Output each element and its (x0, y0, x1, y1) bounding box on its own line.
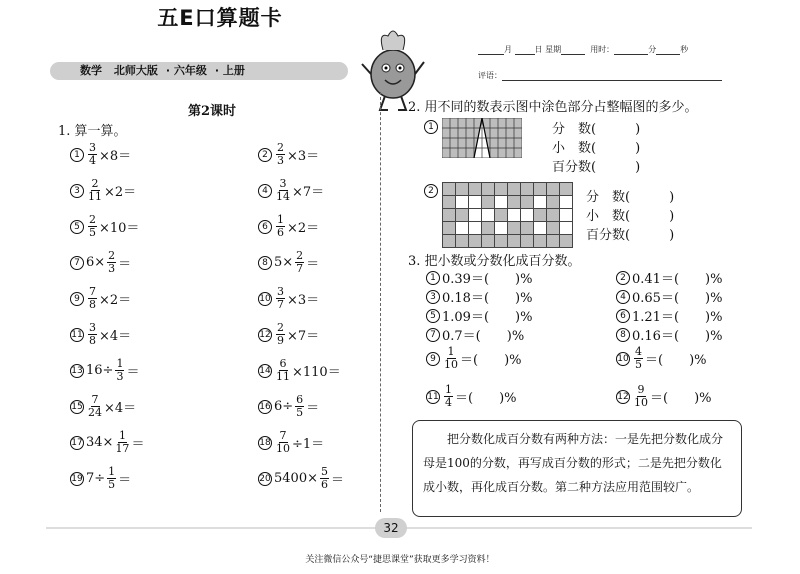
fraction-denominator: 10 (444, 358, 458, 371)
item-tail: ×4＝ (104, 401, 137, 416)
item-tail: ×8＝ (99, 149, 132, 164)
fraction-numerator: 7 (279, 429, 287, 442)
item-tail: ×2＝ (104, 185, 137, 200)
edition-label: 北师大版 (113, 64, 158, 77)
fraction (634, 384, 648, 409)
calc-item (258, 430, 324, 455)
column-divider (380, 92, 381, 512)
item-tail: ×10＝ (99, 221, 140, 236)
fraction (276, 286, 285, 311)
item-number: 11 (71, 329, 83, 340)
calc-item (258, 286, 319, 311)
calc-item (258, 358, 341, 383)
figure-1-fraction: 分 数( ) (552, 122, 641, 137)
fraction (115, 358, 124, 383)
convert-item (426, 306, 532, 325)
page-number: 32 (375, 518, 407, 538)
item-number: 10 (617, 353, 629, 364)
fraction-denominator: 6 (277, 226, 284, 239)
convert-item (616, 306, 722, 325)
item-tail: ×110＝ (292, 365, 341, 380)
item-tail: ＝ (131, 437, 145, 452)
item-text: 1.21＝( )% (632, 310, 723, 325)
fraction-numerator: 1 (445, 383, 452, 396)
item-text: 0.65＝( )% (632, 291, 723, 306)
item-number: 7 (426, 328, 440, 342)
item-text: ＝( )% (460, 353, 522, 368)
fraction (295, 250, 304, 275)
item-number: 8 (258, 256, 272, 270)
item-number: 16 (259, 401, 271, 412)
fraction-numerator: 2 (296, 249, 304, 262)
figure-1-percent: 百分数( ) (552, 160, 641, 175)
fraction (444, 346, 458, 371)
fraction-numerator: 1 (108, 465, 116, 478)
fraction-denominator: 3 (116, 370, 124, 383)
fraction-denominator: 5 (89, 226, 96, 239)
item-number: 12 (259, 329, 271, 340)
fraction (107, 250, 116, 275)
item-number: 8 (616, 328, 630, 342)
item-tail: ＝ (118, 473, 132, 488)
item-tail: ×3＝ (287, 293, 320, 308)
question-2-title: 2. 用不同的数表示图中涂色部分占整幅图的多少。 (408, 100, 698, 115)
calc-item (258, 394, 319, 419)
item-tail: ×7＝ (292, 185, 325, 200)
fraction-denominator: 11 (88, 190, 102, 203)
item-number: 20 (259, 473, 271, 484)
item-number: 6 (616, 309, 630, 323)
fraction-denominator: 5 (108, 478, 116, 491)
item-number: 6 (258, 220, 272, 234)
fraction (88, 178, 102, 203)
convert-item (426, 384, 517, 409)
fraction-numerator: 6 (279, 357, 287, 370)
figure-1-label: 1 (424, 116, 440, 135)
volume-label: 上册 (222, 64, 245, 77)
item-tail: ＝ (306, 257, 320, 272)
item-text: 1.09＝( )% (442, 310, 533, 325)
item-number: 1 (70, 148, 84, 162)
item-tail: ×2＝ (99, 293, 132, 308)
item-number: 13 (71, 365, 83, 376)
convert-item (616, 325, 722, 344)
item-text: 0.39＝( )% (442, 272, 533, 287)
fraction-numerator: 3 (89, 321, 96, 334)
item-prefix: 6× (86, 255, 106, 270)
book-info-bar: 数学 北师大版 · 六年级 · 上册 (50, 62, 348, 80)
convert-item (426, 346, 522, 371)
item-prefix: 16÷ (86, 363, 114, 378)
fraction-numerator: 9 (637, 383, 645, 396)
tip-box: 把分数化成百分数有两种方法：一是先把分数化成分母是100的分数，再写成百分数的形式；二是先把分数化成小数，再化成百分数。第二种方法应用范围较广。 (412, 420, 742, 517)
item-number: 14 (259, 365, 271, 376)
question-3-title: 3. 把小数或分数化成百分数。 (408, 254, 581, 269)
calc-item (70, 430, 144, 455)
fraction (320, 466, 329, 491)
figure-1-decimal: 小 数( ) (552, 141, 641, 156)
item-number: 2 (616, 271, 630, 285)
fraction-numerator: 2 (89, 213, 96, 226)
calc-item (70, 358, 139, 383)
convert-item (426, 325, 524, 344)
item-tail: ×2＝ (287, 221, 320, 236)
fraction-numerator: 3 (279, 177, 287, 190)
card-title: 五E口算题卡 (157, 6, 283, 30)
calc-item (70, 322, 131, 347)
fraction-denominator: 7 (277, 298, 284, 311)
item-number: 9 (426, 352, 440, 366)
calc-item (70, 466, 131, 491)
fraction-denominator: 14 (276, 190, 290, 203)
fraction-denominator: 10 (276, 442, 290, 455)
item-tail: ＝ (306, 401, 320, 416)
question-1-title: 1. 算一算。 (58, 124, 127, 139)
fraction (444, 384, 453, 409)
figure-2-fraction: 分 数( ) (586, 190, 675, 205)
item-number: 3 (426, 290, 440, 304)
fraction-denominator: 10 (634, 396, 648, 409)
item-number: 5 (70, 220, 84, 234)
calc-item (258, 250, 319, 275)
figure-2-grid (442, 182, 573, 248)
fraction-denominator: 8 (89, 334, 96, 347)
item-number: 12 (617, 391, 629, 402)
item-prefix: 5× (274, 255, 294, 270)
item-number: 18 (259, 437, 271, 448)
item-tail: ＝ (330, 473, 344, 488)
fraction (88, 142, 97, 167)
item-text: 0.7＝( )% (442, 329, 525, 344)
item-number: 4 (258, 184, 272, 198)
calc-item (70, 250, 131, 275)
item-number: 19 (71, 473, 83, 484)
item-number: 7 (70, 256, 84, 270)
figure-1-diagram (442, 118, 522, 158)
item-tail: ＝ (126, 365, 140, 380)
item-number: 10 (259, 293, 271, 304)
fraction-denominator: 6 (320, 478, 328, 491)
convert-item (426, 287, 532, 306)
fraction-numerator: 1 (277, 213, 284, 226)
convert-item (616, 346, 707, 371)
item-tail: ×4＝ (99, 329, 132, 344)
fraction-denominator: 11 (276, 370, 290, 383)
item-prefix: 34× (86, 435, 114, 450)
fraction (107, 466, 116, 491)
calc-item (258, 322, 319, 347)
fraction (634, 346, 643, 371)
calc-item (70, 214, 139, 239)
item-tail: ÷1＝ (292, 437, 325, 452)
fraction-numerator: 2 (277, 321, 284, 334)
fraction-numerator: 2 (277, 141, 284, 154)
calc-item (70, 178, 136, 203)
fraction (295, 394, 304, 419)
fraction (276, 358, 290, 383)
fraction-numerator: 1 (447, 345, 455, 358)
fraction (276, 322, 285, 347)
calc-item (70, 394, 136, 419)
date-line: 月 日 星期 用时： 分 秒 (478, 44, 688, 55)
fraction (276, 142, 285, 167)
fraction-denominator: 24 (88, 406, 102, 419)
fraction-denominator: 4 (89, 154, 96, 167)
item-prefix: 7÷ (86, 471, 106, 486)
fraction-denominator: 4 (445, 396, 452, 409)
fraction-numerator: 1 (118, 429, 126, 442)
fraction (276, 214, 285, 239)
fraction-numerator: 7 (91, 393, 99, 406)
calc-item (258, 466, 344, 491)
calc-item (70, 142, 131, 167)
lesson-title: 第2课时 (188, 104, 237, 119)
calc-item (258, 178, 324, 203)
fraction-numerator: 6 (296, 393, 304, 406)
item-tail: ＝ (118, 257, 132, 272)
item-number: 11 (427, 391, 439, 402)
item-text: 0.41＝( )% (632, 272, 723, 287)
fraction-denominator: 7 (296, 262, 304, 275)
comment-line: 评语： (478, 70, 722, 81)
fraction-numerator: 2 (91, 177, 99, 190)
item-number: 17 (71, 437, 83, 448)
fraction-numerator: 3 (89, 141, 96, 154)
item-number: 15 (71, 401, 83, 412)
fraction-denominator: 17 (115, 442, 130, 455)
fraction (88, 286, 97, 311)
fraction (115, 430, 129, 455)
figure-2-decimal: 小 数( ) (586, 209, 675, 224)
fraction-numerator: 5 (320, 465, 328, 478)
convert-item (616, 268, 722, 287)
item-number: 5 (426, 309, 440, 323)
convert-item (426, 268, 532, 287)
item-number: 1 (426, 271, 440, 285)
item-number: 9 (70, 292, 84, 306)
footer-text: 关注微信公众号“捷思课堂”获取更多学习资料！ (305, 555, 495, 565)
fraction (276, 178, 290, 203)
fraction-denominator: 5 (296, 406, 304, 419)
fraction-numerator: 3 (277, 285, 284, 298)
item-tail: ×7＝ (287, 329, 320, 344)
grade-label: 六年级 (173, 64, 207, 77)
fraction-denominator: 3 (277, 154, 284, 167)
convert-item (616, 287, 722, 306)
calc-item (258, 142, 319, 167)
item-text: 0.18＝( )% (442, 291, 533, 306)
fraction-denominator: 8 (89, 298, 96, 311)
item-number: 2 (258, 148, 272, 162)
item-text: 0.16＝( )% (632, 329, 723, 344)
calc-item (258, 214, 319, 239)
fraction-numerator: 1 (116, 357, 124, 370)
fraction-denominator: 3 (108, 262, 116, 275)
fraction-denominator: 9 (277, 334, 284, 347)
item-text: ＝( )% (650, 391, 712, 406)
figure-2-label: 2 (424, 180, 440, 199)
item-text: ＝( )% (645, 353, 707, 368)
item-prefix: 6÷ (274, 399, 294, 414)
fraction (88, 322, 97, 347)
item-number: 3 (70, 184, 84, 198)
fraction (88, 394, 102, 419)
item-number: 4 (616, 290, 630, 304)
item-tail: ×3＝ (287, 149, 320, 164)
fraction (88, 214, 97, 239)
figure-2-percent: 百分数( ) (586, 228, 675, 243)
fraction-denominator: 5 (635, 358, 642, 371)
calc-item (70, 286, 131, 311)
fraction-numerator: 2 (108, 249, 116, 262)
item-prefix: 5400× (274, 471, 318, 486)
fraction (276, 430, 290, 455)
subject-label: 数学 (80, 64, 102, 77)
fraction-numerator: 7 (89, 285, 96, 298)
convert-item (616, 384, 712, 409)
item-text: ＝( )% (455, 391, 517, 406)
fraction-numerator: 4 (635, 345, 642, 358)
